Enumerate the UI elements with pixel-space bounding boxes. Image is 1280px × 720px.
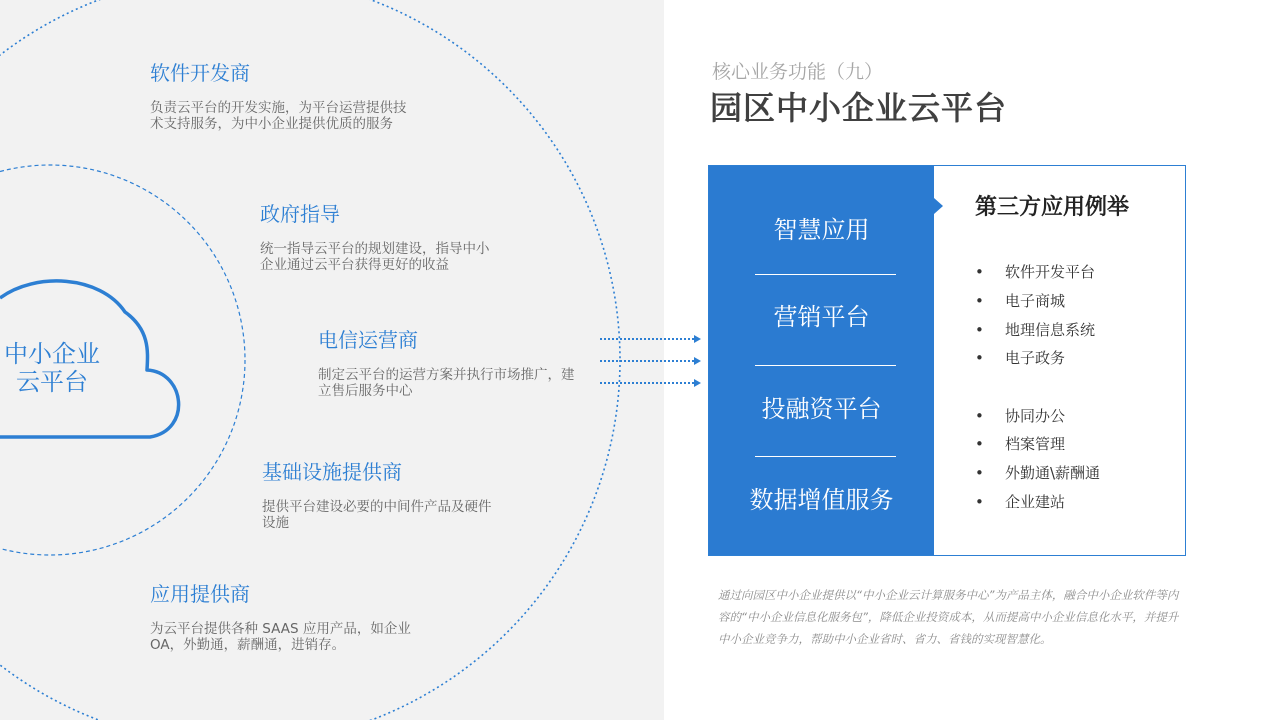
role-description: 提供平台建设必要的中间件产品及硬件设施 <box>262 499 492 531</box>
dotted-arrow-right-icon <box>600 357 701 365</box>
example-item <box>975 320 1095 340</box>
role-description: 统一指导云平台的规划建设，指导中小企业通过云平台获得更好的收益 <box>260 241 490 273</box>
page-subtitle: 核心业务功能（九） <box>712 61 884 83</box>
bullet-icon: • <box>975 292 984 310</box>
feature-divider <box>755 274 896 275</box>
bullet-icon: • <box>975 263 984 281</box>
role-description: 为云平台提供各种 SAAS 应用产品，如企业 OA，外勤通，薪酬通，进销存。 <box>150 621 411 653</box>
feature-divider <box>755 456 896 457</box>
feature-divider <box>755 365 896 366</box>
bullet-icon: • <box>975 321 984 339</box>
role-title: 基础设施提供商 <box>262 460 402 484</box>
role-title: 政府指导 <box>260 202 340 226</box>
example-item <box>975 291 1065 311</box>
bullet-icon: • <box>975 464 984 482</box>
examples-title: 第三方应用例举 <box>975 194 1130 220</box>
role-description: 负责云平台的开发实施，为平台运营提供技术支持服务，为中小企业提供优质的服务 <box>150 100 407 132</box>
footnote-text: 通过向园区中小企业提供以“中小企业云计算服务中心”为产品主体，融合中小企业软件等内容的“中小企业信息化服务包”，降低企业投资成本，从而提高中小企业信息化水平，并提升中小企业竞争力，帮助中小企业省时、省力、省钱的实现智慧化。 <box>718 588 1179 646</box>
role-government <box>260 201 500 273</box>
role-title: 电信运营商 <box>318 328 418 352</box>
dotted-arrow-right-icon <box>600 379 701 387</box>
example-label: 外勤通\薪酬通 <box>1005 464 1101 482</box>
example-label: 协同办公 <box>1005 407 1066 425</box>
example-item <box>975 492 1065 512</box>
role-title: 应用提供商 <box>150 582 250 606</box>
example-label: 地理信息系统 <box>1005 321 1096 339</box>
bullet-icon: • <box>975 493 984 511</box>
example-label: 电子政务 <box>1005 349 1066 367</box>
feature-smart-application: 智慧应用 <box>773 216 870 244</box>
role-infrastructure-provider <box>262 459 494 531</box>
role-application-provider <box>150 581 445 653</box>
example-item <box>975 262 1095 282</box>
feature-financing-platform: 投融资平台 <box>761 395 882 423</box>
example-label: 企业建站 <box>1005 493 1066 511</box>
example-label: 软件开发平台 <box>1005 263 1096 281</box>
cloud-label <box>0 340 104 396</box>
bullet-icon: • <box>975 349 984 367</box>
cloud-label-line1: 中小企业 <box>4 340 100 368</box>
example-label: 电子商城 <box>1005 292 1066 310</box>
page-title: 园区中小企业云平台 <box>710 89 1008 127</box>
role-telecom-operator <box>318 327 586 399</box>
feature-data-value-service: 数据增值服务 <box>749 486 894 514</box>
dotted-arrow-right-icon <box>600 335 701 343</box>
example-label: 档案管理 <box>1005 435 1066 453</box>
feature-marketing-platform: 营销平台 <box>773 303 870 331</box>
role-title: 软件开发商 <box>150 61 250 85</box>
bullet-icon: • <box>975 407 984 425</box>
example-item <box>975 348 1065 368</box>
role-description: 制定云平台的运营方案并执行市场推广，建立售后服务中心 <box>318 367 575 399</box>
pointer-triangle-icon <box>934 198 943 214</box>
bullet-icon: • <box>975 435 984 453</box>
example-item <box>975 434 1065 454</box>
feature-column <box>709 166 934 555</box>
example-item <box>975 463 1100 483</box>
cloud-label-line2: 云平台 <box>16 368 88 396</box>
example-item <box>975 406 1065 426</box>
role-software-developer <box>150 60 410 132</box>
connector-arrows <box>598 330 708 392</box>
feature-panel <box>708 165 1186 556</box>
